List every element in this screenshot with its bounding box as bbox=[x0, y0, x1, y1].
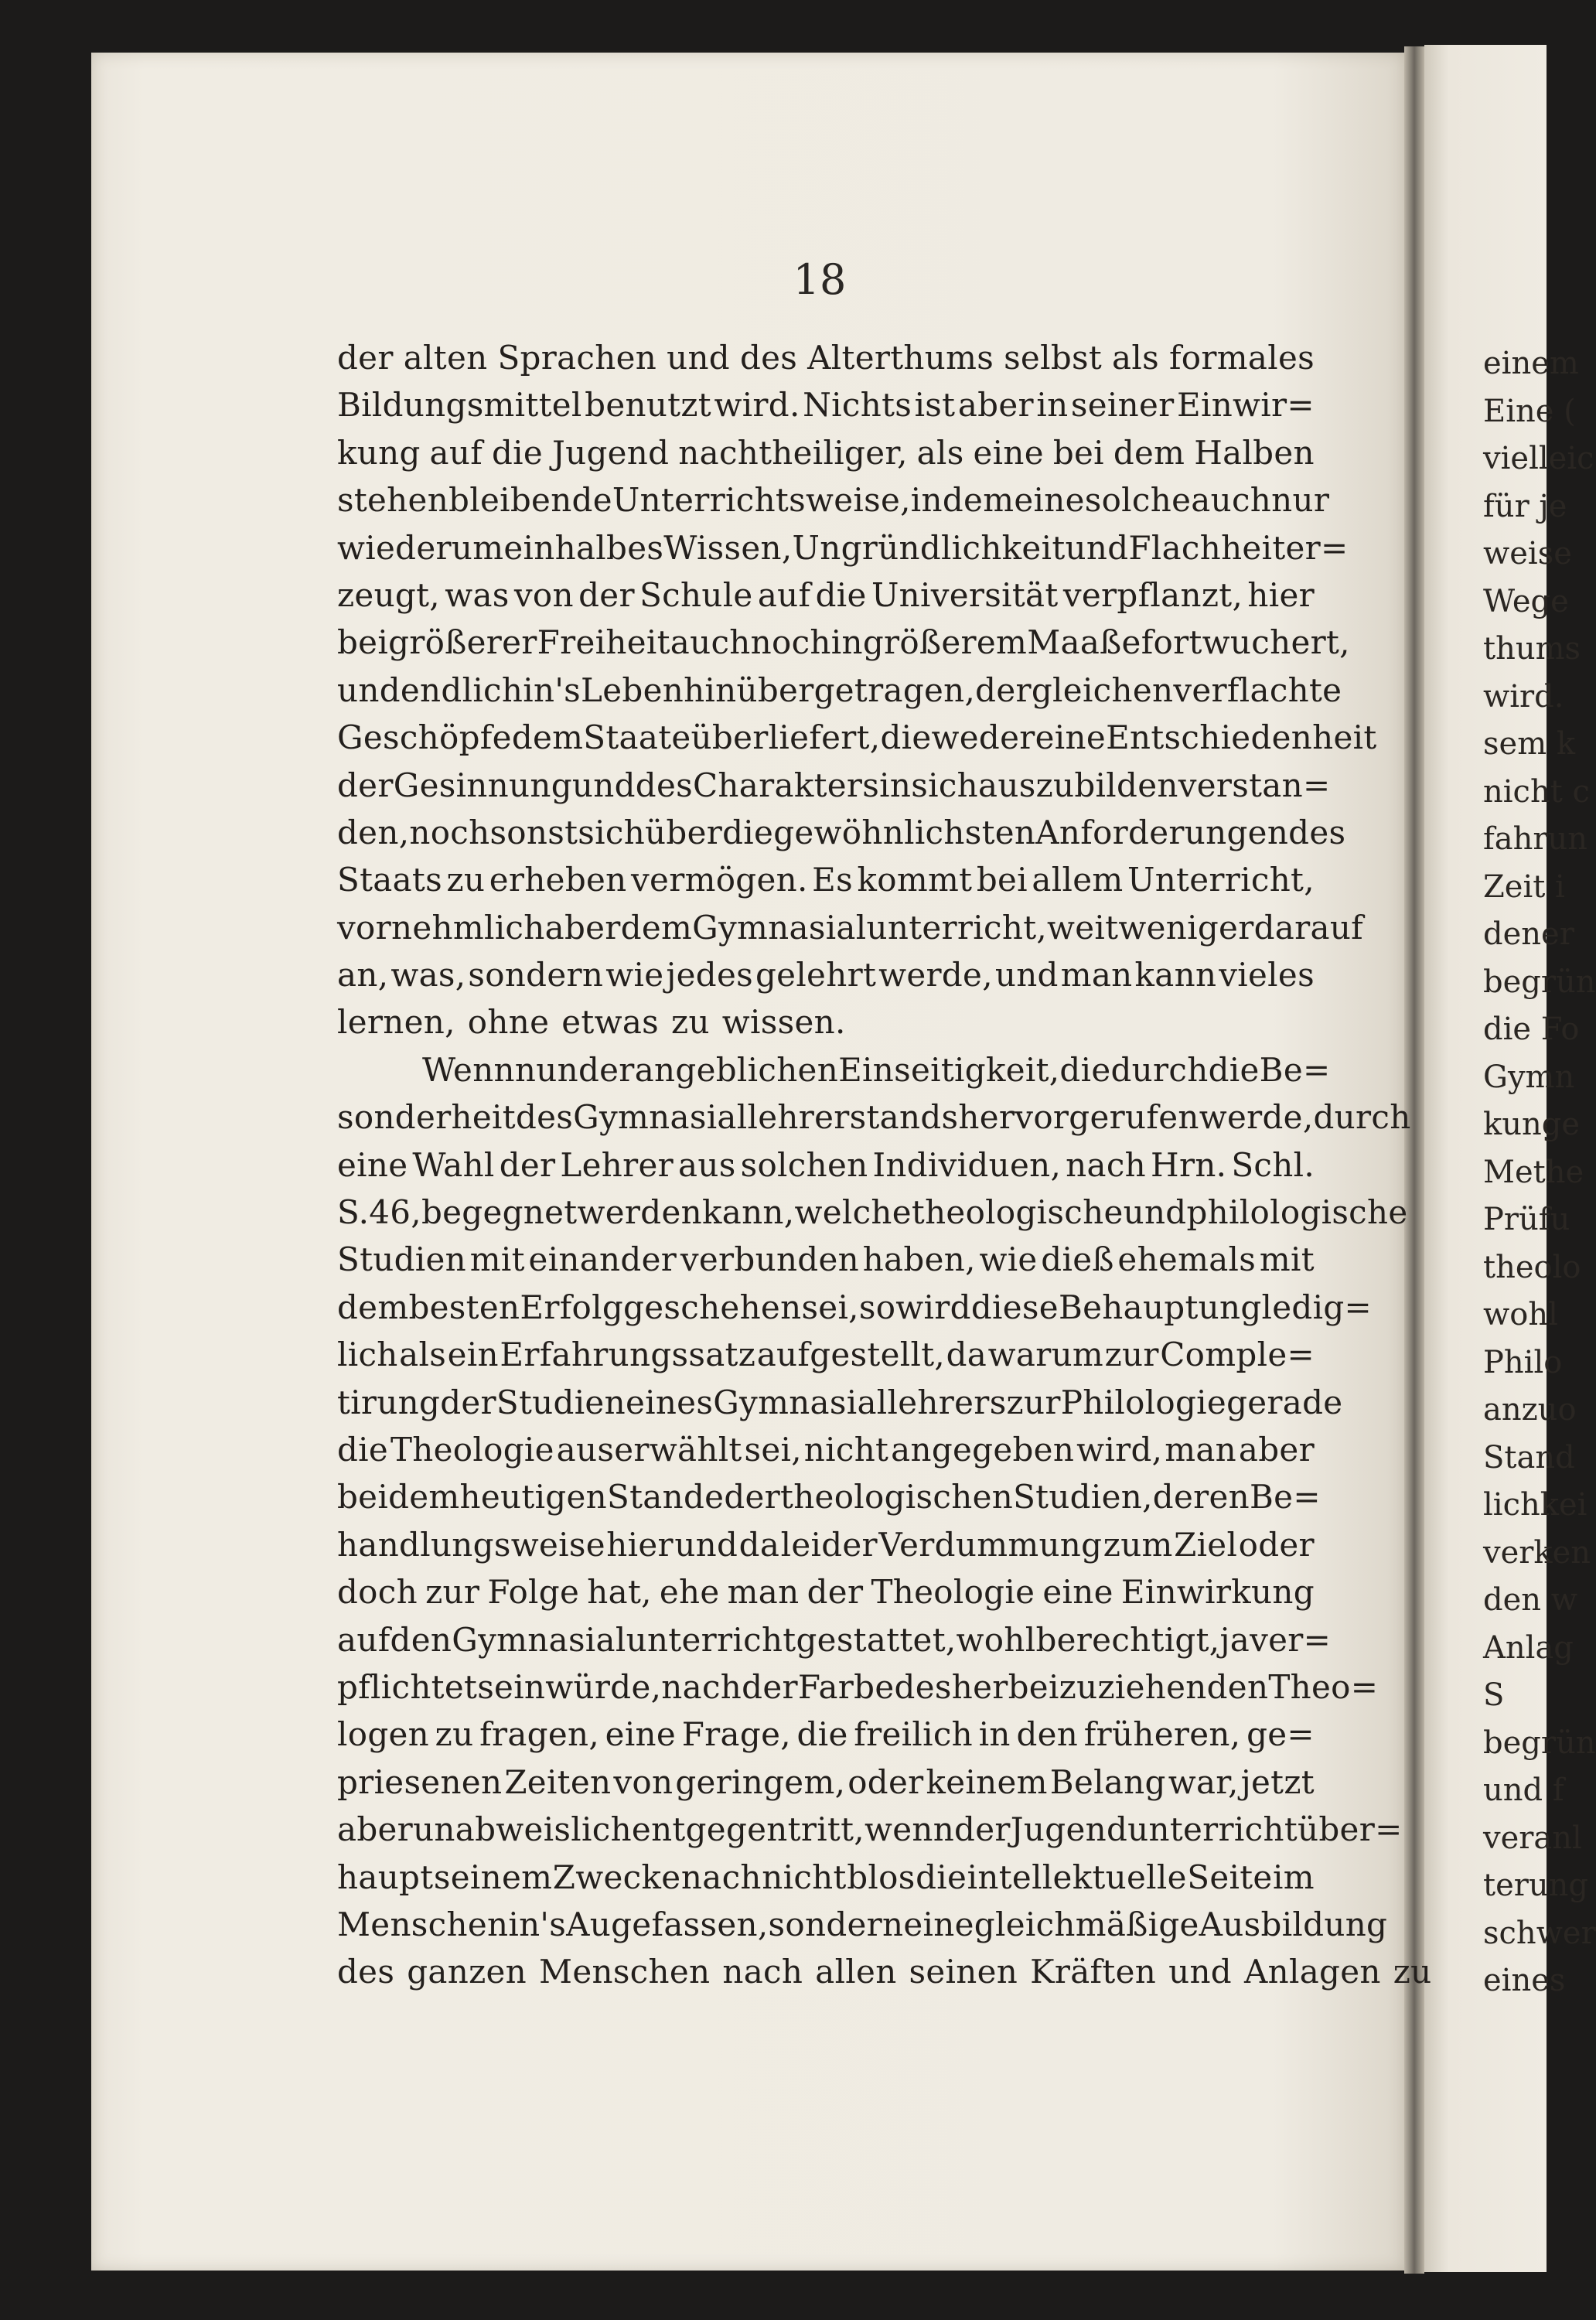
text-line: an, was, sondern wie jedes gelehrt werde, und man kann vieles bbox=[337, 956, 1315, 995]
facing-page-fragment: nicht c bbox=[1483, 773, 1590, 810]
facing-page-fragment: wird. bbox=[1483, 678, 1564, 715]
facing-page-fragment: Philo bbox=[1483, 1344, 1563, 1380]
facing-page-fragment: für je bbox=[1483, 488, 1567, 524]
text-line: priesenen Zeiten von geringem, oder keinem Belang war, jetzt bbox=[337, 1762, 1315, 1801]
facing-page-fragment: kunge bbox=[1483, 1107, 1581, 1142]
text-line: die Theologie auserwählt sei, nicht angegeben wird, man aber bbox=[337, 1430, 1315, 1469]
text-line: doch zur Folge hat, ehe man der Theologie eine Einwirkung bbox=[337, 1573, 1315, 1612]
facing-page-fragment: den w bbox=[1483, 1582, 1577, 1618]
text-line: bei dem heutigen Stande der theologischen Studien, deren Be= bbox=[337, 1478, 1321, 1517]
facing-page-fragment: eines bbox=[1483, 1963, 1566, 1998]
facing-page-fragment: wohl bbox=[1483, 1297, 1558, 1332]
text-line: lernen, ohne etwas zu wissen. bbox=[337, 1003, 846, 1042]
facing-page-fragment: S bbox=[1483, 1677, 1505, 1713]
facing-page-fragment: fahrun bbox=[1483, 821, 1588, 857]
facing-page-fragment: vielleic bbox=[1483, 441, 1594, 476]
facing-page-fragment: Stand bbox=[1483, 1439, 1575, 1476]
text-line: sonderheit des Gymnasiallehrerstands hervorgerufen werde, durch bbox=[337, 1098, 1411, 1137]
facing-page-fragment: sem k bbox=[1483, 726, 1576, 762]
facing-page-fragment: begrün bbox=[1483, 964, 1596, 1000]
text-line: haupt seinem Zwecke nach nicht blos die intellektuelle Seite im bbox=[337, 1858, 1315, 1896]
text-line: eine Wahl der Lehrer aus solchen Individuen, nach Hrn. Schl. bbox=[337, 1145, 1315, 1184]
text-line: der alten Sprachen und des Alterthums selbst als formales bbox=[337, 339, 1315, 377]
text-line: wiederum ein halbes Wissen, Ungründlichkeit und Flachheit er= bbox=[337, 528, 1349, 567]
text-line: S. 46, begegnet werden kann, welche theologische und philologische bbox=[337, 1193, 1408, 1232]
facing-page-fragment: weise bbox=[1483, 536, 1572, 571]
facing-page-text-fragments bbox=[1483, 340, 1596, 2005]
facing-page-fragment: Methe bbox=[1483, 1154, 1584, 1190]
facing-page-fragment: dener bbox=[1483, 916, 1574, 952]
page-body-text bbox=[337, 334, 1432, 1996]
facing-page-fragment: schwer bbox=[1483, 1915, 1596, 1951]
text-line: Wenn nun der angeblichen Einseitigkeit, die durch die Be= bbox=[422, 1050, 1331, 1089]
text-line: lich als ein Erfahrungssatz aufgestellt, da warum zur Comple= bbox=[337, 1336, 1315, 1374]
text-line: des ganzen Menschen nach allen seinen Kräften und Anlagen zu bbox=[337, 1953, 1432, 1991]
text-line: zeugt, was von der Schule auf die Universität verpflanzt, hier bbox=[337, 575, 1315, 614]
facing-page-fragment: anzuo bbox=[1483, 1392, 1577, 1428]
text-line: Geschöpfe dem Staate überliefert, die weder eine Entschiedenheit bbox=[337, 718, 1377, 757]
text-line: handlungsweise hier und da leider Verdummung zum Ziel oder bbox=[337, 1525, 1315, 1564]
facing-page-fragment: lichkei bbox=[1483, 1487, 1587, 1523]
text-line: Studien mit einander verbunden haben, wie dieß ehemals mit bbox=[337, 1240, 1315, 1279]
facing-page-fragment: theolo bbox=[1483, 1249, 1581, 1285]
text-line: aber unabweislich entgegentritt, wenn der Jugendunterricht über= bbox=[337, 1810, 1403, 1849]
facing-page-fragment: und f bbox=[1483, 1772, 1564, 1808]
facing-page-fragment: Zeit i bbox=[1483, 868, 1565, 905]
facing-page-fragment: die Fo bbox=[1483, 1012, 1580, 1047]
text-line: kung auf die Jugend nachtheiliger, als eine bei dem Halben bbox=[337, 433, 1315, 472]
facing-page-fragment: thums bbox=[1483, 631, 1581, 667]
facing-page-fragment: Anlag bbox=[1483, 1629, 1574, 1666]
text-line: vornehmlich aber dem Gymnasialunterricht, weit weniger darauf bbox=[337, 908, 1364, 947]
text-line: bei größerer Freiheit auch noch in größerem Maaße fortwuchert, bbox=[337, 623, 1350, 662]
book-gutter bbox=[1404, 46, 1424, 2274]
text-line: stehen bleibende Unterrichtsweise, indem eine solche auch nur bbox=[337, 481, 1330, 520]
text-line: auf den Gymnasialunterricht gestattet, wohl berechtigt, ja ver= bbox=[337, 1620, 1332, 1659]
facing-page-fragment: einem bbox=[1483, 346, 1579, 381]
text-line: den, noch sonst sich über die gewöhnlichsten Anforderungen des bbox=[337, 813, 1346, 851]
text-line: tirung der Studien eines Gymnasiallehrers zur Philologie gerade bbox=[337, 1383, 1343, 1421]
facing-page-fragment: Gymn bbox=[1483, 1059, 1575, 1095]
facing-page-fragment: Eine ( bbox=[1483, 393, 1576, 429]
text-line: Menschen in's Auge fassen, sondern eine gleichmäßige Ausbildung bbox=[337, 1905, 1388, 1943]
facing-page-fragment: Wege bbox=[1483, 583, 1569, 619]
text-line: pflichtet sein würde, nach der Farbe des herbeizuziehenden Theo= bbox=[337, 1667, 1379, 1706]
text-line: Staats zu erheben vermögen. Es kommt bei allem Unterricht, bbox=[337, 861, 1315, 899]
facing-page-fragment: terung bbox=[1483, 1868, 1588, 1903]
text-line: Bildungsmittel benutzt wird. Nichts ist aber in seiner Einwir= bbox=[337, 386, 1315, 425]
page-number: 18 bbox=[793, 255, 847, 304]
facing-page-fragment: verken bbox=[1483, 1534, 1591, 1571]
facing-page-fragment: Prüfu bbox=[1483, 1202, 1570, 1237]
facing-page-fragment: veranl bbox=[1483, 1820, 1582, 1856]
text-line: dem besten Erfolg geschehen sei, so wird diese Behauptung ledig= bbox=[337, 1288, 1373, 1326]
facing-page-fragment: begrün bbox=[1483, 1725, 1596, 1761]
text-line: logen zu fragen, eine Frage, die freilich in den früheren, ge= bbox=[337, 1715, 1315, 1754]
text-line: und endlich in's Leben hinübergetragen, dergleichen verflachte bbox=[337, 670, 1342, 709]
text-line: der Gesinnung und des Charakters in sich auszubilden verstan= bbox=[337, 766, 1331, 804]
